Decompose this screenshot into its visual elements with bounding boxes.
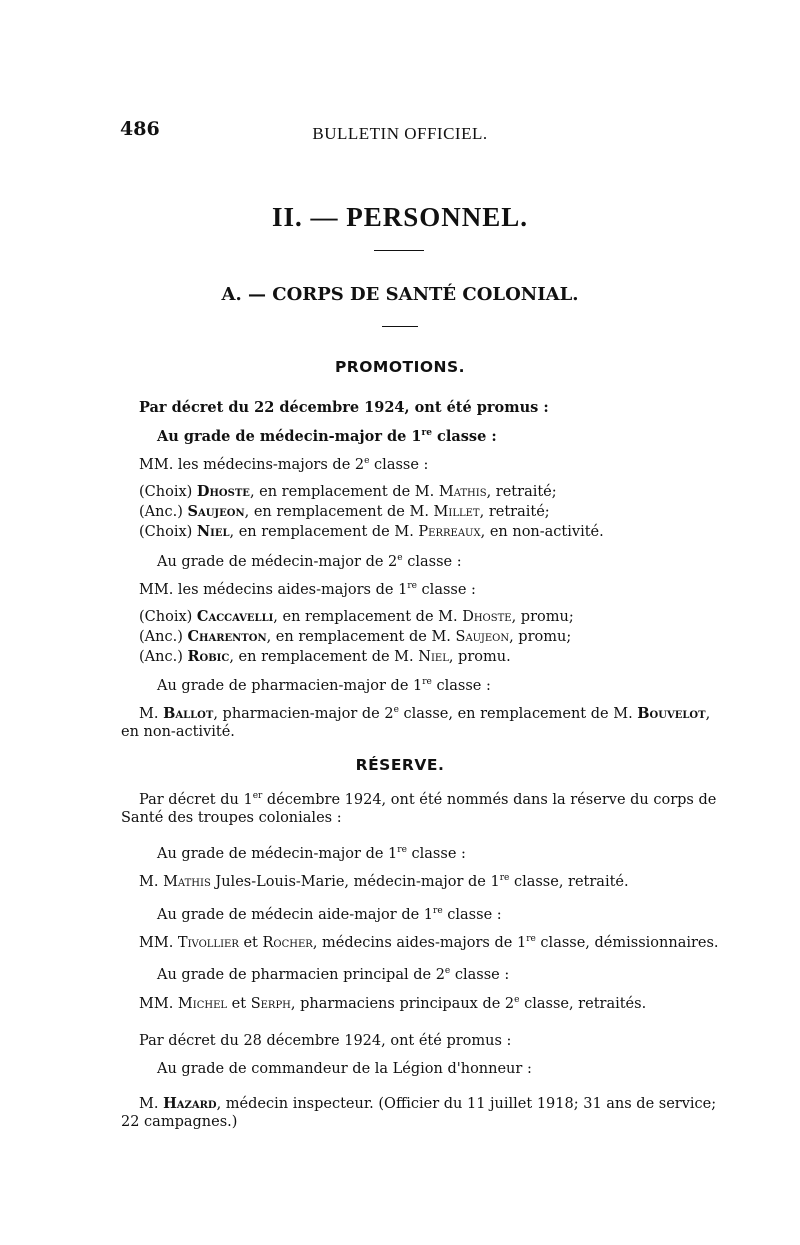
- list-item: (Choix) Dhoste, en remplacement de M. Mathis, retraité;: [139, 483, 557, 500]
- mm-medecins-majors: MM. les médecins-majors de 2e classe :: [139, 456, 429, 473]
- ballot-entry: M. Ballot, pharmacien-major de 2e classe, en remplacement de M. Bouvelot,: [139, 705, 711, 722]
- list-item: (Choix) Niel, en remplacement de M. Perreaux, en non-activité.: [139, 523, 604, 540]
- list-item: (Choix) Caccavelli, en remplacement de M. Dhoste, promu;: [139, 608, 574, 625]
- list-item: (Anc.) Charenton, en remplacement de M. Saujeon, promu;: [139, 628, 572, 645]
- reserve-decree-continuation: Santé des troupes coloniales :: [121, 810, 342, 826]
- reserve-decree-28: Par décret du 28 décembre 1924, ont été promus :: [139, 1033, 512, 1049]
- grade-pharmacien-major-1: Au grade de pharmacien-major de 1re classe :: [157, 677, 491, 694]
- grade-medecin-major-2: Au grade de médecin-major de 2e classe :: [157, 553, 462, 570]
- page-title: II. — PERSONNEL.: [271, 202, 529, 232]
- grade-medecin-major-1: Au grade de médecin-major de 1re classe :: [157, 428, 497, 445]
- tivollier-rocher-entry: MM. Tivollier et Rocher, médecins aides-majors de 1re classe, démissionnaires.: [139, 934, 719, 951]
- running-title: BULLETIN OFFICIEL.: [312, 124, 488, 143]
- promotions-heading: PROMOTIONS.: [334, 358, 466, 376]
- reserve-grade-medecin-major-1: Au grade de médecin-major de 1re classe :: [157, 845, 466, 862]
- subtitle-rule: [382, 326, 418, 327]
- reserve-heading: RÉSERVE.: [355, 756, 445, 774]
- title-rule: [374, 250, 424, 251]
- list-item: (Anc.) Robic, en remplacement de M. Niel, promu.: [139, 648, 511, 665]
- mm-aides-majors: MM. les médecins aides-majors de 1re classe :: [139, 581, 476, 598]
- hazard-entry-continuation: 22 campagnes.): [121, 1114, 238, 1130]
- section-subtitle: A. — CORPS DE SANTÉ COLONIAL.: [221, 284, 579, 305]
- reserve-decree: Par décret du 1er décembre 1924, ont été nommés dans la réserve du corps de: [139, 791, 717, 808]
- michel-serph-entry: MM. Michel et Serph, pharmaciens principaux de 2e classe, retraités.: [139, 995, 647, 1012]
- ballot-entry-continuation: en non-activité.: [121, 724, 235, 740]
- reserve-grade-pharmacien-principal-2: Au grade de pharmacien principal de 2e classe :: [157, 966, 510, 983]
- promotions-decree: Par décret du 22 décembre 1924, ont été promus :: [139, 399, 549, 416]
- mathis-entry: M. Mathis Jules-Louis-Marie, médecin-major de 1re classe, retraité.: [139, 873, 629, 890]
- page-number: 486: [120, 118, 160, 140]
- grade-commandeur: Au grade de commandeur de la Légion d'honneur :: [157, 1061, 532, 1077]
- hazard-entry: M. Hazard, médecin inspecteur. (Officier du 11 juillet 1918; 31 ans de service;: [139, 1095, 717, 1112]
- list-item: (Anc.) Saujeon, en remplacement de M. Millet, retraité;: [139, 503, 550, 520]
- reserve-grade-aide-major-1: Au grade de médecin aide-major de 1re classe :: [157, 906, 502, 923]
